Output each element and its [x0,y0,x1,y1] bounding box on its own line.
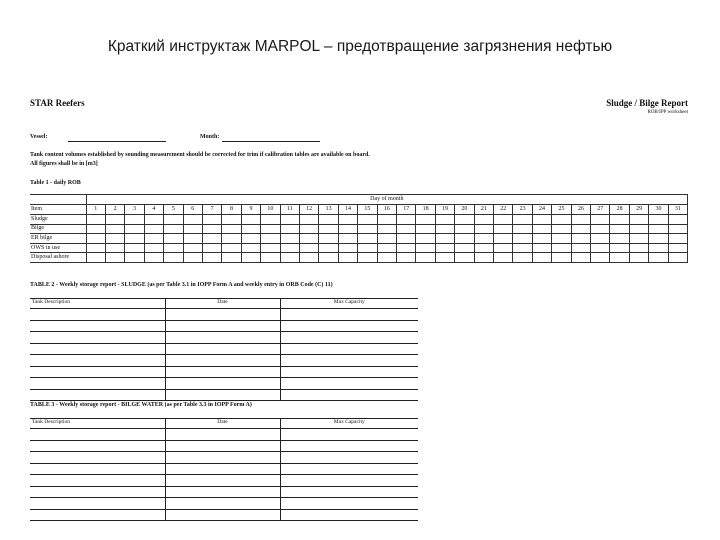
table-row [30,243,688,253]
report-subtitle: ROB/IPP worksheet [647,110,688,115]
daily-rob-table [30,194,688,263]
day-header: 21 [474,205,493,215]
table3-col-capacity: Max Capacity [280,419,418,429]
daily-value-cell[interactable] [649,253,668,263]
daily-value-cell[interactable] [125,215,144,225]
day-header: 22 [494,205,513,215]
daily-value-cell[interactable] [532,253,551,263]
daily-value-cell[interactable] [299,243,318,253]
date-cell[interactable] [165,320,280,332]
daily-value-cell[interactable] [474,224,493,234]
table3-title: TABLE 3 - Weekly storage report - BILGE WATER (as per Table 3.3 in IOPP Form A) [30,402,252,408]
daily-value-cell[interactable] [338,253,357,263]
daily-value-cell[interactable] [649,224,668,234]
daily-value-cell[interactable] [649,234,668,244]
daily-value-cell[interactable] [416,234,435,244]
daily-value-cell[interactable] [164,215,183,225]
max-capacity-cell[interactable] [280,309,418,321]
tank-description-cell[interactable] [30,378,165,390]
max-capacity-cell[interactable] [280,498,418,510]
daily-value-cell[interactable] [397,215,416,225]
daily-value-cell[interactable] [591,243,610,253]
daily-value-cell[interactable] [668,224,687,234]
day-header: 6 [183,205,202,215]
daily-value-cell[interactable] [319,215,338,225]
daily-value-cell[interactable] [105,253,124,263]
daily-value-cell[interactable] [513,215,532,225]
daily-value-cell[interactable] [319,243,338,253]
daily-value-cell[interactable] [629,253,648,263]
daily-value-cell[interactable] [513,224,532,234]
item-label: Sludge [30,215,86,225]
daily-value-cell[interactable] [222,253,241,263]
daily-value-cell[interactable] [358,215,377,225]
daily-value-cell[interactable] [435,243,454,253]
date-cell[interactable] [165,429,280,441]
table2-col-date: Date [165,299,280,309]
max-capacity-cell[interactable] [280,343,418,355]
daily-value-cell[interactable] [571,215,590,225]
day-header: 11 [280,205,299,215]
date-cell[interactable] [165,475,280,487]
table-row [30,309,418,321]
daily-value-cell[interactable] [125,224,144,234]
table2-title: TABLE 2 - Weekly storage report - SLUDGE (as per Table 3.1 in IOPP Form A and weekly entry in ORB Code (C) 11) [30,282,333,288]
daily-value-cell[interactable] [125,234,144,244]
daily-value-cell[interactable] [571,253,590,263]
daily-value-cell[interactable] [474,253,493,263]
max-capacity-cell[interactable] [280,366,418,378]
max-capacity-cell[interactable] [280,378,418,390]
daily-value-cell[interactable] [319,253,338,263]
daily-value-cell[interactable] [202,215,221,225]
day-header: 18 [416,205,435,215]
daily-value-cell[interactable] [319,224,338,234]
daily-value-cell[interactable] [299,224,318,234]
daily-value-cell[interactable] [668,215,687,225]
daily-value-cell[interactable] [552,224,571,234]
daily-value-cell[interactable] [280,234,299,244]
date-cell[interactable] [165,463,280,475]
table-row [30,332,418,344]
company-name: STAR Reefers [30,98,85,108]
daily-value-cell[interactable] [377,215,396,225]
day-header: 14 [338,205,357,215]
day-of-month-header: Day of month [86,195,688,205]
day-header: 19 [435,205,454,215]
daily-value-cell[interactable] [435,215,454,225]
daily-value-cell[interactable] [610,224,629,234]
daily-value-cell[interactable] [571,243,590,253]
daily-value-cell[interactable] [474,234,493,244]
table-row [30,224,688,234]
daily-value-cell[interactable] [474,243,493,253]
note-trim: Tank content volumes established by sounding measurement should be corrected for trim if calibration tables are available on board. [30,152,370,158]
daily-value-cell[interactable] [86,234,105,244]
day-header: 2 [105,205,124,215]
table-row [30,509,418,521]
day-header: 12 [299,205,318,215]
daily-value-cell[interactable] [241,253,260,263]
day-header: 24 [532,205,551,215]
max-capacity-cell[interactable] [280,440,418,452]
daily-value-cell[interactable] [202,234,221,244]
daily-value-cell[interactable] [105,224,124,234]
daily-value-cell[interactable] [494,253,513,263]
day-header: 26 [571,205,590,215]
table-row [30,498,418,510]
daily-value-cell[interactable] [241,215,260,225]
daily-value-cell[interactable] [416,224,435,234]
daily-value-cell[interactable] [435,234,454,244]
daily-value-cell[interactable] [241,243,260,253]
tank-description-cell[interactable] [30,389,165,401]
tank-description-cell[interactable] [30,440,165,452]
daily-value-cell[interactable] [668,253,687,263]
day-header: 31 [668,205,687,215]
date-cell[interactable] [165,309,280,321]
daily-value-cell[interactable] [241,224,260,234]
day-header: 27 [591,205,610,215]
tank-description-cell[interactable] [30,343,165,355]
table1-title: Table 1 - daily ROB [30,180,81,186]
day-header: 7 [202,205,221,215]
day-header: 29 [629,205,648,215]
daily-value-cell[interactable] [455,243,474,253]
item-header: Item [30,205,86,215]
daily-value-cell[interactable] [338,234,357,244]
daily-value-cell[interactable] [280,224,299,234]
daily-value-cell[interactable] [183,253,202,263]
table2-col-capacity: Max Capacity [280,299,418,309]
daily-value-cell[interactable] [571,234,590,244]
tank-description-cell[interactable] [30,452,165,464]
daily-value-cell[interactable] [86,224,105,234]
daily-value-cell[interactable] [261,215,280,225]
max-capacity-cell[interactable] [280,429,418,441]
day-header: 30 [649,205,668,215]
table-row [30,355,418,367]
table-row [30,475,418,487]
daily-value-cell[interactable] [532,224,551,234]
table-row [30,234,688,244]
daily-value-cell[interactable] [629,243,648,253]
daily-value-cell[interactable] [532,234,551,244]
item-label: ER bilge [30,234,86,244]
sludge-weekly-table [30,298,418,401]
table-row [30,452,418,464]
daily-value-cell[interactable] [105,234,124,244]
day-header: 28 [610,205,629,215]
daily-value-cell[interactable] [261,224,280,234]
vessel-label: Vessel: [30,134,48,140]
date-cell[interactable] [165,498,280,510]
daily-value-cell[interactable] [164,234,183,244]
tank-description-cell[interactable] [30,486,165,498]
item-label: Bilge [30,224,86,234]
day-header: 15 [358,205,377,215]
daily-value-cell[interactable] [629,215,648,225]
tank-description-cell[interactable] [30,320,165,332]
max-capacity-cell[interactable] [280,355,418,367]
daily-value-cell[interactable] [202,253,221,263]
daily-value-cell[interactable] [455,253,474,263]
daily-value-cell[interactable] [222,234,241,244]
daily-value-cell[interactable] [377,234,396,244]
daily-value-cell[interactable] [513,243,532,253]
daily-value-cell[interactable] [338,224,357,234]
daily-value-cell[interactable] [377,243,396,253]
daily-value-cell[interactable] [222,215,241,225]
daily-value-cell[interactable] [280,253,299,263]
daily-value-cell[interactable] [455,234,474,244]
day-header: 8 [222,205,241,215]
date-cell[interactable] [165,378,280,390]
table-row [30,389,418,401]
table-row [30,463,418,475]
daily-value-cell[interactable] [358,253,377,263]
day-header: 5 [164,205,183,215]
max-capacity-cell[interactable] [280,332,418,344]
daily-value-cell[interactable] [144,224,163,234]
daily-value-cell[interactable] [299,253,318,263]
daily-value-cell[interactable] [338,215,357,225]
daily-value-cell[interactable] [125,253,144,263]
table-row [30,378,418,390]
day-header: 17 [397,205,416,215]
daily-value-cell[interactable] [183,234,202,244]
daily-value-cell[interactable] [649,243,668,253]
daily-value-cell[interactable] [668,243,687,253]
tank-description-cell[interactable] [30,475,165,487]
daily-value-cell[interactable] [358,234,377,244]
day-header: 25 [552,205,571,215]
tank-description-cell[interactable] [30,509,165,521]
daily-value-cell[interactable] [552,253,571,263]
daily-value-cell[interactable] [86,215,105,225]
day-header: 13 [319,205,338,215]
daily-value-cell[interactable] [591,253,610,263]
date-cell[interactable] [165,389,280,401]
date-cell[interactable] [165,355,280,367]
item-label: OWS in use [30,243,86,253]
daily-value-cell[interactable] [610,234,629,244]
note-units: All figures shall be in [m3] [30,161,98,167]
tank-description-cell[interactable] [30,498,165,510]
daily-value-cell[interactable] [552,215,571,225]
daily-value-cell[interactable] [222,243,241,253]
day-header: 4 [144,205,163,215]
daily-value-cell[interactable] [552,234,571,244]
daily-value-cell[interactable] [494,215,513,225]
table3-col-date: Date [165,419,280,429]
table-row [30,253,688,263]
date-cell[interactable] [165,440,280,452]
daily-value-cell[interactable] [125,243,144,253]
daily-value-cell[interactable] [455,224,474,234]
tank-description-cell[interactable] [30,309,165,321]
daily-value-cell[interactable] [144,234,163,244]
daily-value-cell[interactable] [164,243,183,253]
daily-value-cell[interactable] [552,243,571,253]
daily-value-cell[interactable] [377,224,396,234]
daily-value-cell[interactable] [591,215,610,225]
date-cell[interactable] [165,366,280,378]
date-cell[interactable] [165,343,280,355]
daily-value-cell[interactable] [144,215,163,225]
vessel-field[interactable] [68,141,166,142]
daily-value-cell[interactable] [397,224,416,234]
daily-value-cell[interactable] [280,215,299,225]
daily-value-cell[interactable] [261,243,280,253]
daily-value-cell[interactable] [183,215,202,225]
date-cell[interactable] [165,509,280,521]
day-header: 23 [513,205,532,215]
daily-value-cell[interactable] [474,215,493,225]
daily-value-cell[interactable] [610,253,629,263]
date-cell[interactable] [165,486,280,498]
daily-value-cell[interactable] [571,224,590,234]
daily-value-cell[interactable] [416,253,435,263]
month-field[interactable] [222,141,320,142]
daily-value-cell[interactable] [105,243,124,253]
daily-value-cell[interactable] [280,243,299,253]
daily-value-cell[interactable] [164,253,183,263]
daily-value-cell[interactable] [532,243,551,253]
item-label: Disposal ashore [30,253,86,263]
table-row [30,366,418,378]
daily-value-cell[interactable] [455,215,474,225]
daily-value-cell[interactable] [435,253,454,263]
max-capacity-cell[interactable] [280,463,418,475]
daily-value-cell[interactable] [532,215,551,225]
daily-value-cell[interactable] [416,215,435,225]
daily-value-cell[interactable] [513,234,532,244]
report-document [30,96,690,516]
daily-value-cell[interactable] [591,234,610,244]
daily-value-cell[interactable] [164,224,183,234]
day-header: 16 [377,205,396,215]
day-header: 9 [241,205,260,215]
table-row [30,429,418,441]
daily-value-cell[interactable] [397,243,416,253]
bilge-weekly-table [30,418,418,521]
daily-value-cell[interactable] [397,234,416,244]
daily-value-cell[interactable] [610,215,629,225]
daily-value-cell[interactable] [299,234,318,244]
daily-value-cell[interactable] [494,243,513,253]
day-header: 3 [125,205,144,215]
daily-value-cell[interactable] [86,253,105,263]
daily-value-cell[interactable] [261,253,280,263]
daily-value-cell[interactable] [377,253,396,263]
max-capacity-cell[interactable] [280,452,418,464]
daily-value-cell[interactable] [105,215,124,225]
tank-description-cell[interactable] [30,463,165,475]
max-capacity-cell[interactable] [280,486,418,498]
daily-value-cell[interactable] [144,253,163,263]
table-row [30,440,418,452]
daily-value-cell[interactable] [629,234,648,244]
day-header: 10 [261,205,280,215]
daily-value-cell[interactable] [494,234,513,244]
daily-value-cell[interactable] [299,215,318,225]
tank-description-cell[interactable] [30,332,165,344]
daily-value-cell[interactable] [319,234,338,244]
daily-value-cell[interactable] [435,224,454,234]
daily-value-cell[interactable] [202,224,221,234]
daily-value-cell[interactable] [241,234,260,244]
daily-value-cell[interactable] [397,253,416,263]
daily-value-cell[interactable] [338,243,357,253]
daily-value-cell[interactable] [668,234,687,244]
table3-col-tank: Tank Description [30,419,165,429]
daily-value-cell[interactable] [358,243,377,253]
tank-description-cell[interactable] [30,429,165,441]
daily-value-cell[interactable] [202,243,221,253]
tank-description-cell[interactable] [30,366,165,378]
day-header: 1 [86,205,105,215]
daily-value-cell[interactable] [261,234,280,244]
max-capacity-cell[interactable] [280,475,418,487]
table-row [30,215,688,225]
max-capacity-cell[interactable] [280,389,418,401]
daily-value-cell[interactable] [144,243,163,253]
day-header: 20 [455,205,474,215]
daily-value-cell[interactable] [610,243,629,253]
report-title: Sludge / Bilge Report [606,98,688,108]
daily-value-cell[interactable] [513,253,532,263]
table2-col-tank: Tank Description [30,299,165,309]
tank-description-cell[interactable] [30,355,165,367]
max-capacity-cell[interactable] [280,509,418,521]
month-label: Month: [200,134,220,140]
table-row [30,320,418,332]
daily-value-cell[interactable] [222,224,241,234]
daily-value-cell[interactable] [358,224,377,234]
daily-value-cell[interactable] [183,224,202,234]
max-capacity-cell[interactable] [280,320,418,332]
daily-value-cell[interactable] [494,224,513,234]
daily-value-cell[interactable] [86,243,105,253]
table1-corner [30,195,86,205]
table-row [30,486,418,498]
daily-value-cell[interactable] [591,224,610,234]
daily-value-cell[interactable] [649,215,668,225]
date-cell[interactable] [165,452,280,464]
daily-value-cell[interactable] [183,243,202,253]
daily-value-cell[interactable] [416,243,435,253]
date-cell[interactable] [165,332,280,344]
slide-title: Краткий инструктаж MARPOL – предотвращение загрязнения нефтью [107,38,613,55]
daily-value-cell[interactable] [629,224,648,234]
table-row [30,343,418,355]
